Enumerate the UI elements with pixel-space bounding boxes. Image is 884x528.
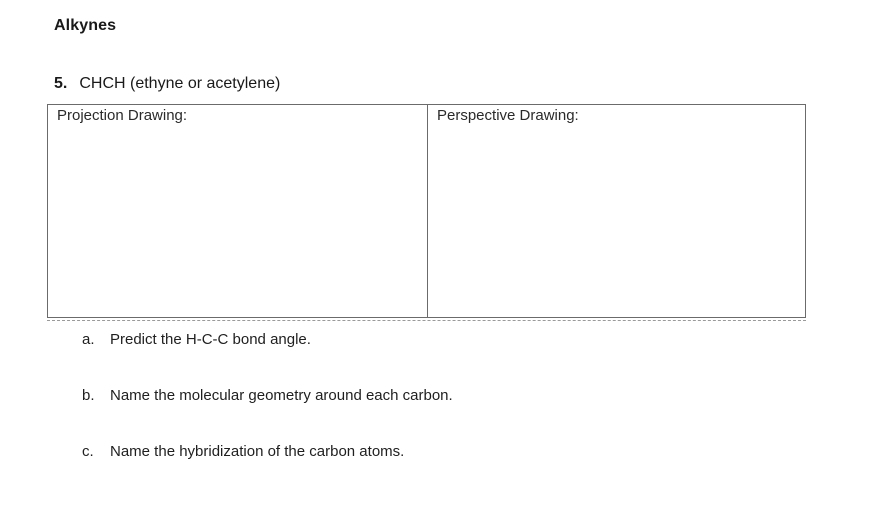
sub-question-letter: c. [82,443,94,460]
sub-question-text: Predict the H-C-C bond angle. [110,331,311,348]
sub-question-letter: b. [82,387,95,404]
sub-question-letter: a. [82,331,95,348]
sub-question-text: Name the molecular geometry around each carbon. [110,387,453,404]
question-heading [54,75,280,93]
sub-question-a [82,331,311,348]
perspective-drawing-label: Perspective Drawing: [437,107,579,124]
sub-question-text: Name the hybridization of the carbon atoms. [110,443,405,460]
question-number: 5. [54,75,68,92]
sub-question-b [82,387,453,404]
section-title: Alkynes [54,17,117,34]
dashed-divider [47,320,806,321]
sub-question-c [82,443,404,460]
question-text: CHCH (ethyne or acetylene) [79,75,281,92]
projection-drawing-cell[interactable] [48,105,428,317]
drawing-table [47,104,806,318]
perspective-drawing-cell[interactable] [428,105,805,317]
projection-drawing-label: Projection Drawing: [57,107,188,124]
